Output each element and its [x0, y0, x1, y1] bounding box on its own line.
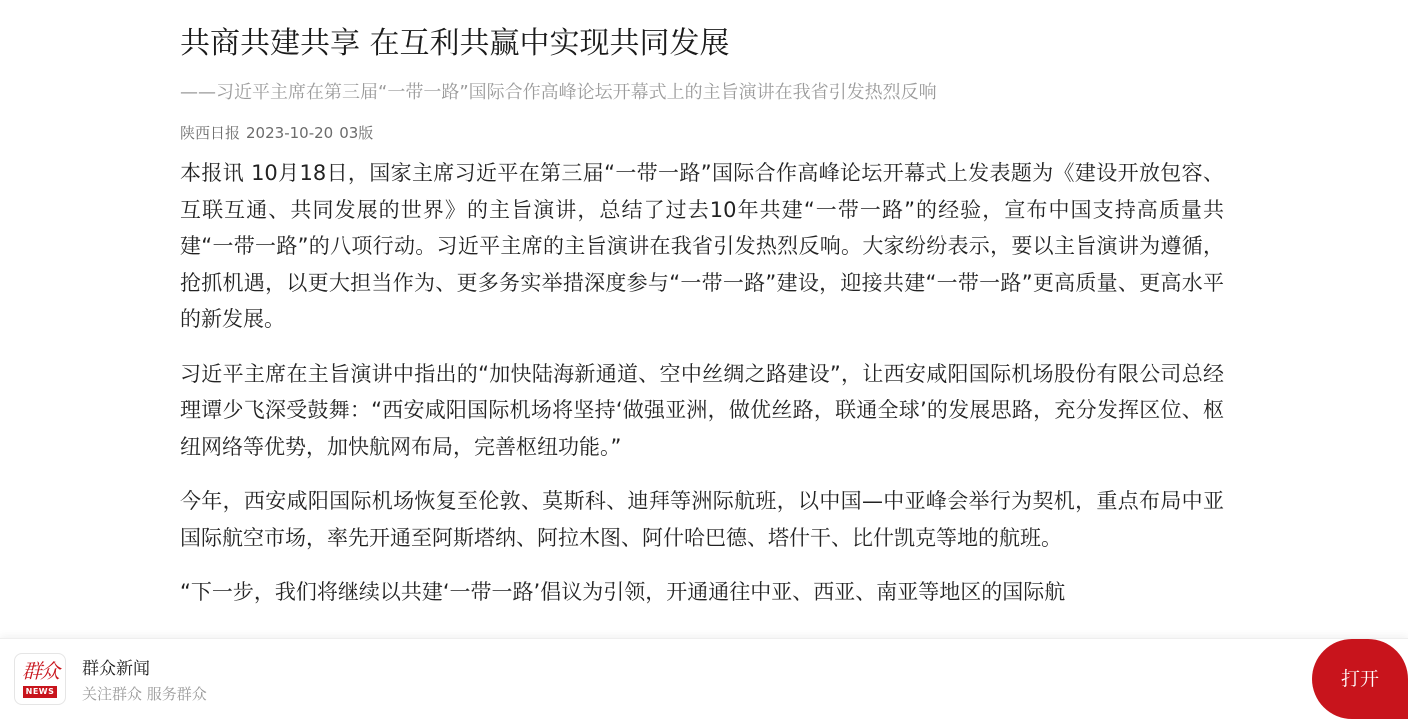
app-name: 群众新闻 — [82, 659, 150, 679]
article-title: 共商共建共享 在互利共赢中实现共同发展 — [180, 26, 730, 61]
article — [180, 0, 1224, 640]
article-paragraph: 本报讯 10月18日，国家主席习近平在第三届“一带一路”国际合作高峰论坛开幕式上发表题为《建设开放包容、互联互通、共同发展的世界》的主旨演讲，总结了过去10年共建“一带一路”的经验，宣布中国支持高质量共建“一带一路”的八项行动。习近平主席的主旨演讲在我省引发热烈反响。大家纷纷表示，要以主旨演讲为遵循，抢抓机遇，以更大担当作为、更多务实举措深度参与“一带一路”建设，迎接共建“一带一路”更高质量、更高水平的新发展。 — [180, 161, 1224, 331]
article-paragraph: 习近平主席在主旨演讲中指出的“加快陆海新通道、空中丝绸之路建设”，让西安咸阳国际机场股份有限公司总经理谭少飞深受鼓舞：“西安咸阳国际机场将坚持‘做强亚洲，做优丝路，联通全球’的发展思路，充分发挥区位、枢纽网络等优势，加快航网布局，完善枢纽功能。” — [180, 361, 1224, 459]
article-date: 2023-10-20 — [246, 124, 334, 142]
open-app-button[interactable]: 打开 — [1312, 639, 1408, 719]
article-subtitle: ——习近平主席在第三届“一带一路”国际合作高峰论坛开幕式上的主旨演讲在我省引发热烈反响 — [180, 82, 937, 103]
article-paragraph: 今年，西安咸阳国际机场恢复至伦敦、莫斯科、迪拜等洲际航班，以中国—中亚峰会举行为契机，重点布局中亚国际航空市场，率先开通至阿斯塔纳、阿拉木图、阿什哈巴德、塔什干、比什凯克等地的航班。 — [180, 489, 1224, 550]
app-logo-news-tag: NEWS — [23, 686, 57, 698]
app-logo-glyph: 群众 — [22, 659, 58, 683]
article-body — [180, 155, 1224, 629]
app-slogan: 关注群众 服务群众 — [82, 685, 207, 703]
article-source: 陕西日报 — [180, 124, 241, 142]
app-download-banner — [0, 638, 1408, 719]
app-logo[interactable] — [14, 653, 66, 705]
article-meta — [180, 122, 373, 144]
article-edition: 03版 — [339, 124, 374, 142]
article-paragraph: “下一步，我们将继续以共建‘一带一路’倡议为引领，开通通往中亚、西亚、南亚等地区的国际航 — [180, 580, 1066, 604]
